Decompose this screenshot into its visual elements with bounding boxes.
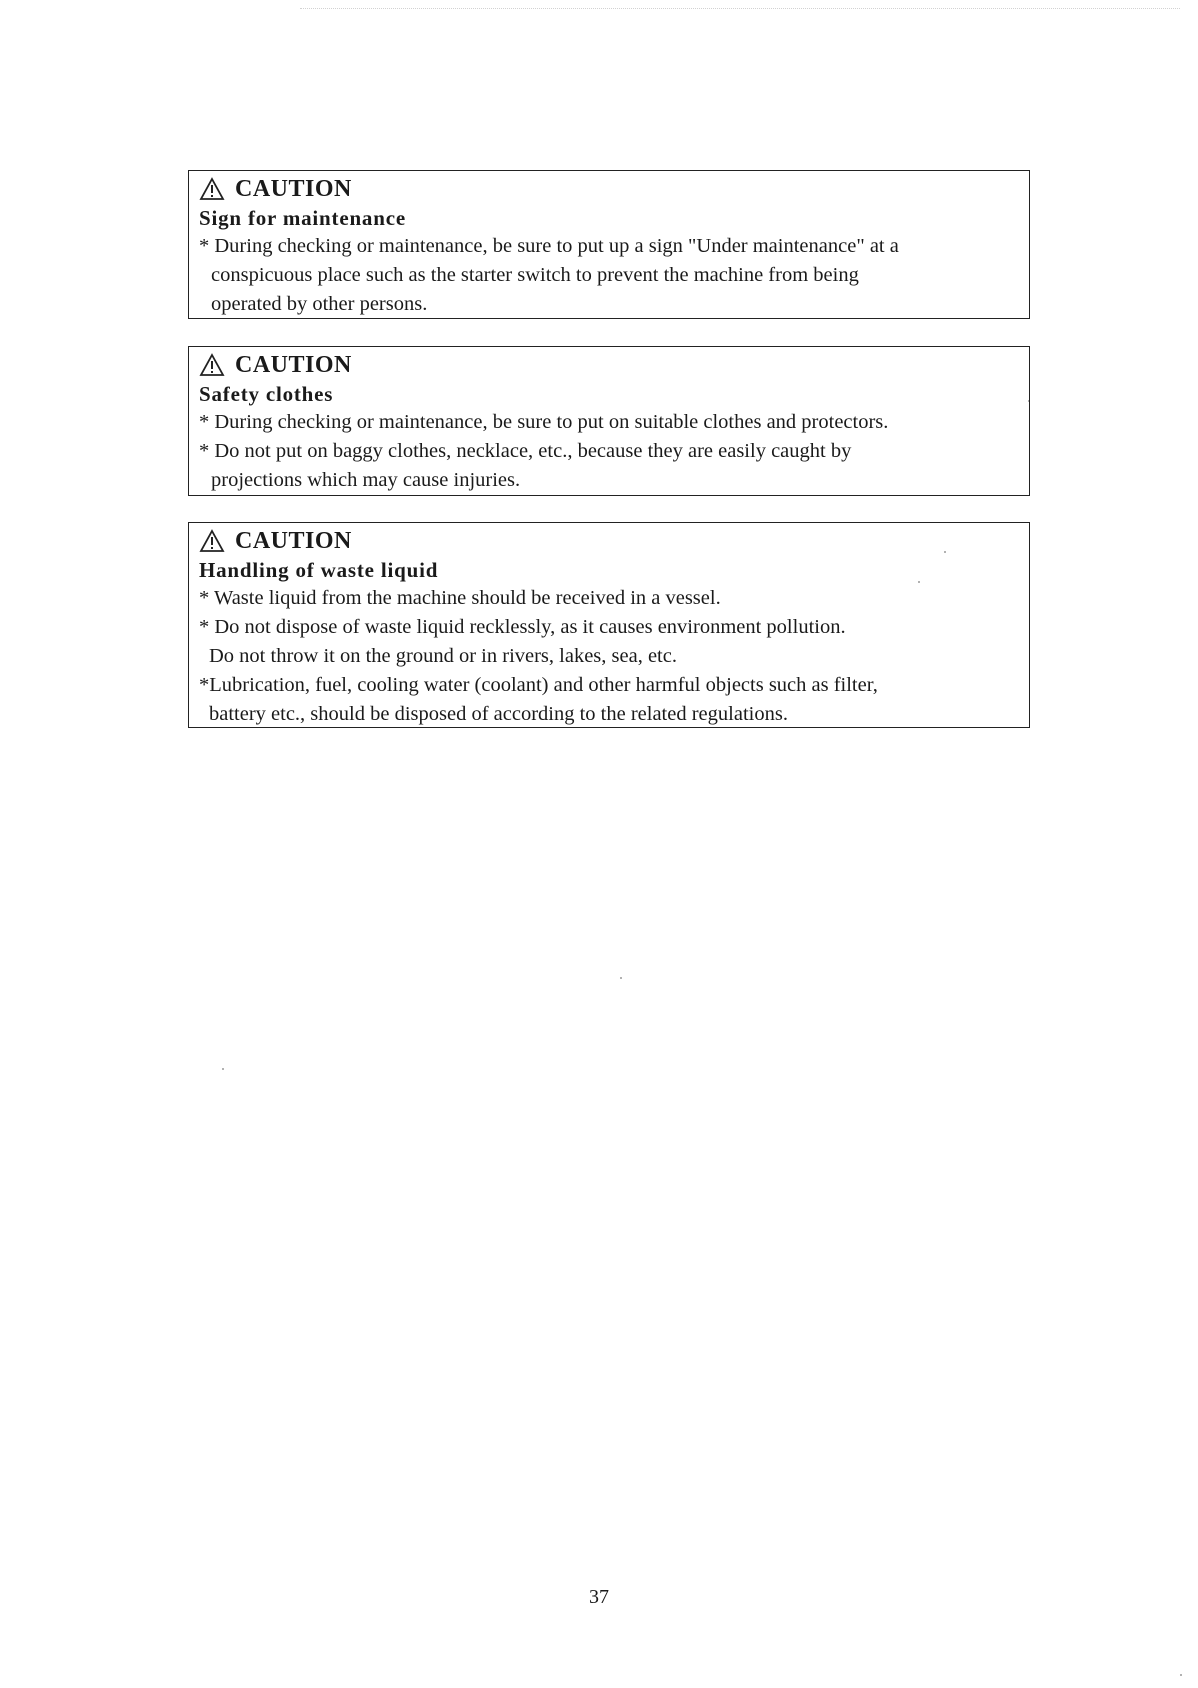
caution-header [199,350,1019,380]
caution-text-line: * Do not dispose of waste liquid recklessly, as it causes environment pollution. [199,616,846,638]
caution-box-sign-for-maintenance [188,170,1030,319]
warning-triangle-icon [199,353,225,377]
caution-text-line: battery etc., should be disposed of according to the related regulations. [209,703,788,725]
caution-box-handling-of-waste-liquid [188,522,1030,728]
caution-text-line: operated by other persons. [211,293,428,315]
caution-text-line: *Lubrication, fuel, cooling water (coolant) and other harmful objects such as filter, [199,674,878,696]
warning-triangle-icon [199,177,225,201]
scan-speck [1180,1674,1182,1676]
caution-text-line: * Waste liquid from the machine should be received in a vessel. [199,587,721,609]
scan-speck [620,977,622,979]
caution-text-line: * During checking or maintenance, be sure to put up a sign "Under maintenance" at a [199,235,899,257]
caution-text-line: conspicuous place such as the starter switch to prevent the machine from being [211,264,859,286]
caution-label: CAUTION [235,527,352,554]
caution-text-line: Do not throw it on the ground or in rivers, lakes, sea, etc. [209,645,677,667]
caution-text-line: * During checking or maintenance, be sure to put on suitable clothes and protectors. [199,411,889,433]
caution-title: Sign for maintenance [199,206,406,230]
caution-label: CAUTION [235,351,352,378]
scan-speck [222,1068,224,1070]
caution-header [199,174,1019,204]
caution-label: CAUTION [235,175,352,202]
warning-triangle-icon [199,529,225,553]
scan-noise-top [300,8,1180,13]
caution-text-line: * Do not put on baggy clothes, necklace, etc., because they are easily caught by [199,440,852,462]
caution-title: Safety clothes [199,382,334,406]
caution-header [199,526,1019,556]
caution-text-line: projections which may cause injuries. [211,469,521,491]
caution-title: Handling of waste liquid [199,558,439,582]
page-number: 37 [589,1586,609,1608]
caution-box-safety-clothes [188,346,1030,496]
